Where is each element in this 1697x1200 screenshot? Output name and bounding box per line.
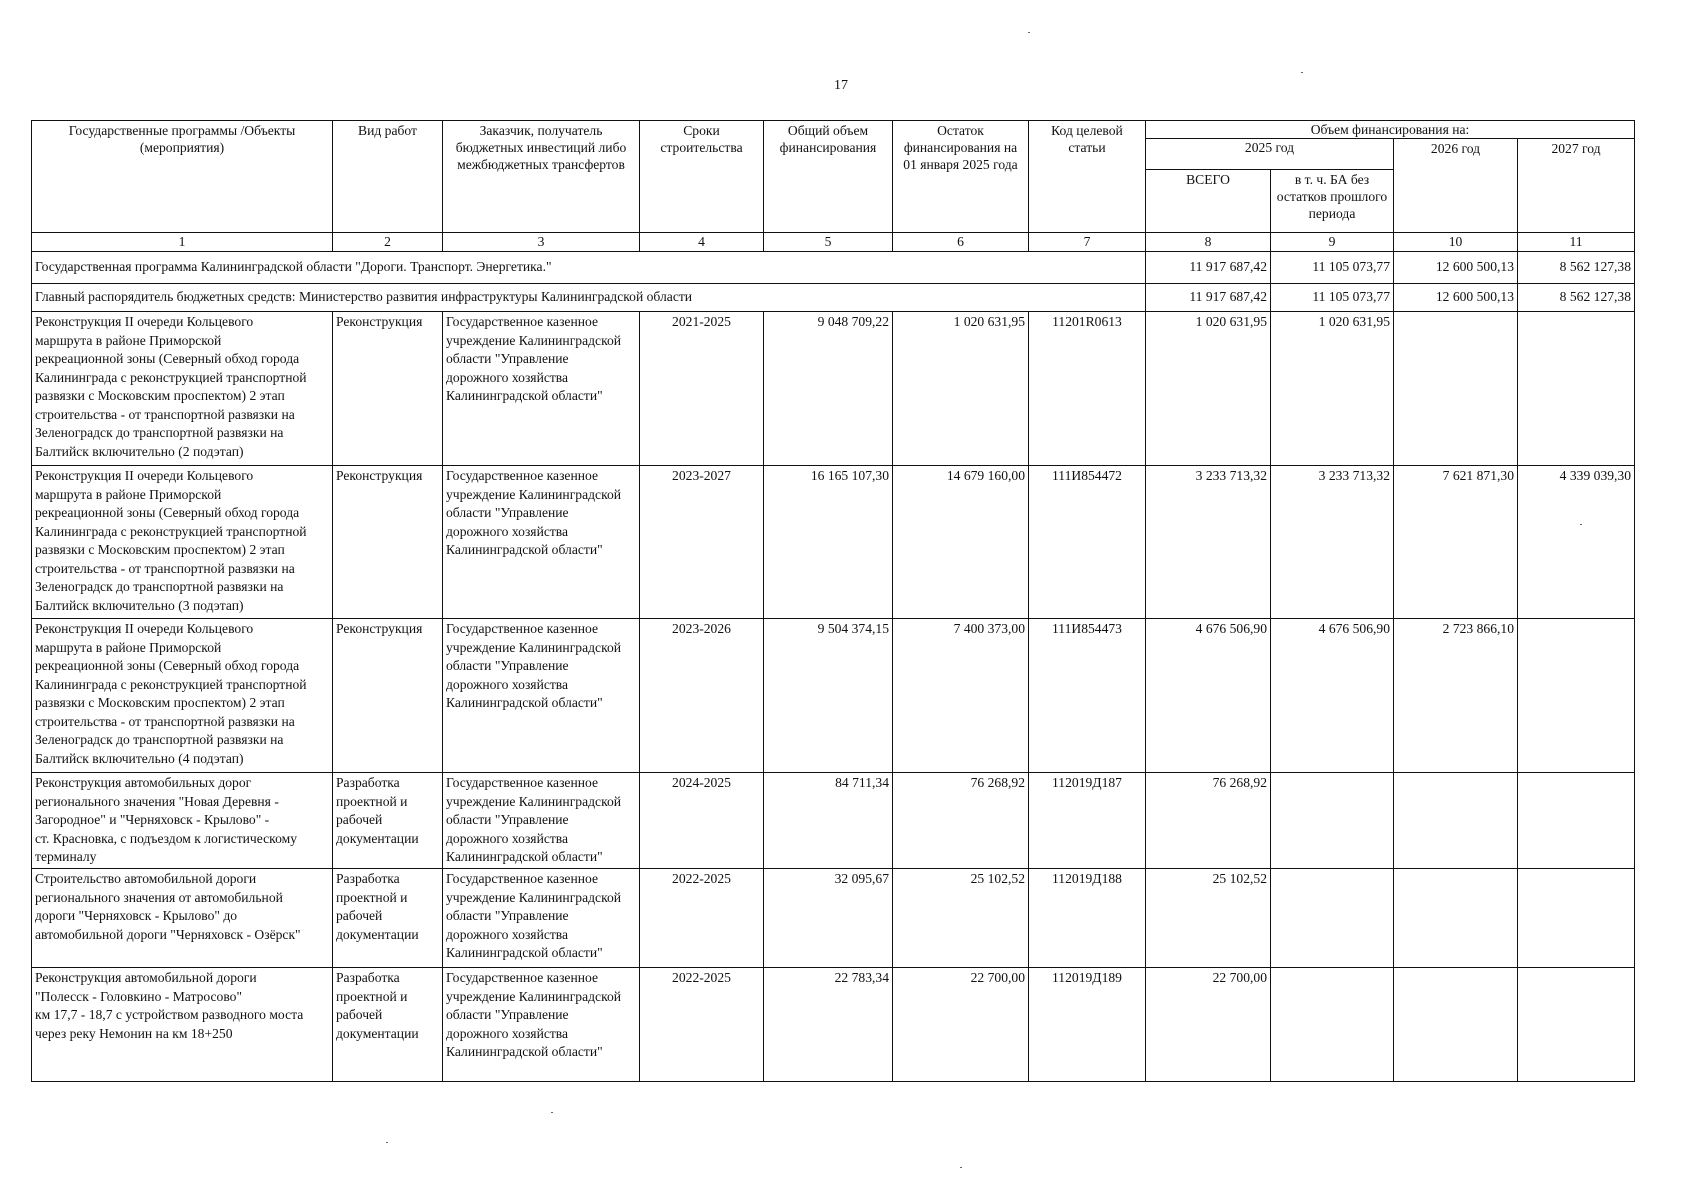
object-work-type: Разработка проектной и рабочей документации: [333, 968, 443, 1082]
column-number: 6: [893, 233, 1029, 252]
object-remainder: 22 700,00: [893, 968, 1029, 1082]
object-name: Реконструкция автомобильной дороги "Полесск - Головкино - Матросово" км 17,7 - 18,7 с устройством разводного моста через реку Немонин на км 18+250: [32, 968, 333, 1082]
object-customer: Государственное казенное учреждение Калининградской области "Управление дорожного хозяйства Калининградской области": [443, 312, 640, 466]
object-remainder: 25 102,52: [893, 869, 1029, 968]
table-row: [32, 968, 1635, 1082]
scan-speck: [960, 1167, 962, 1168]
object-ba-2025: [1271, 773, 1394, 869]
table-row: [32, 619, 1635, 773]
program-ba-2025: 11 105 073,77: [1271, 252, 1394, 284]
object-remainder: 7 400 373,00: [893, 619, 1029, 773]
table-row: [32, 312, 1635, 466]
object-code: 111И854472: [1029, 466, 1146, 619]
object-2026: [1394, 968, 1518, 1082]
object-total-funding: 16 165 107,30: [764, 466, 893, 619]
object-customer: Государственное казенное учреждение Калининградской области "Управление дорожного хозяйства Калининградской области": [443, 869, 640, 968]
object-code: 111И854473: [1029, 619, 1146, 773]
object-customer: Государственное казенное учреждение Калининградской области "Управление дорожного хозяйства Калининградской области": [443, 619, 640, 773]
program-title: Государственная программа Калининградской области "Дороги. Транспорт. Энергетика.": [32, 252, 1146, 284]
table-row: [32, 466, 1635, 619]
header-total-financing: Общий объем финансирования: [764, 121, 893, 233]
object-remainder: 14 679 160,00: [893, 466, 1029, 619]
header-year-2025: 2025 год: [1146, 139, 1394, 170]
object-2027: [1518, 312, 1635, 466]
object-name: Строительство автомобильной дороги регионального значения от автомобильной дороги "Черняховск - Крылово" до автомобильной дороги "Черняховск - Озёрск": [32, 869, 333, 968]
object-code: 112019Д189: [1029, 968, 1146, 1082]
object-period: 2021-2025: [640, 312, 764, 466]
administrator-title: Главный распорядитель бюджетных средств: Министерство развития инфраструктуры Калининградской области: [32, 284, 1146, 312]
object-total-funding: 9 048 709,22: [764, 312, 893, 466]
scan-speck: [551, 1112, 553, 1113]
column-number: 3: [443, 233, 640, 252]
object-total-2025: 3 233 713,32: [1146, 466, 1271, 619]
page-number: 17: [834, 78, 848, 93]
program-row: [32, 252, 1635, 284]
object-work-type: Разработка проектной и рабочей документации: [333, 869, 443, 968]
object-ba-2025: 4 676 506,90: [1271, 619, 1394, 773]
object-2027: [1518, 968, 1635, 1082]
object-2026: [1394, 869, 1518, 968]
object-customer: Государственное казенное учреждение Калининградской области "Управление дорожного хозяйства Калининградской области": [443, 773, 640, 869]
object-period: 2024-2025: [640, 773, 764, 869]
table-row: [32, 869, 1635, 968]
object-name: Реконструкция II очереди Кольцевого маршрута в районе Приморской рекреационной зоны (Северный обход города Калининграда с реконструкцией транспортной развязки с Московским проспектом) 2 этап строительства - от транспортной развязки на Зеленоградск до транспортной развязки на Балтийск включительно (2 подэтап): [32, 312, 333, 466]
object-ba-2025: [1271, 968, 1394, 1082]
object-name: Реконструкция автомобильных дорог регионального значения "Новая Деревня - Загородное" и "Черняховск - Крылово" - ст. Красновка, с подъездом к логистическому терминалу: [32, 773, 333, 869]
object-work-type: Реконструкция: [333, 619, 443, 773]
object-2026: [1394, 773, 1518, 869]
scan-speck: [1580, 524, 1582, 525]
column-number: 5: [764, 233, 893, 252]
object-2026: 2 723 866,10: [1394, 619, 1518, 773]
object-work-type: Реконструкция: [333, 466, 443, 619]
header-remainder: Остаток финансирования на 01 января 2025 года: [893, 121, 1029, 233]
object-period: 2022-2025: [640, 968, 764, 1082]
program-total-2025: 11 917 687,42: [1146, 252, 1271, 284]
header-row-1: [32, 121, 1635, 139]
column-number: 10: [1394, 233, 1518, 252]
object-2027: [1518, 869, 1635, 968]
object-total-2025: 76 268,92: [1146, 773, 1271, 869]
header-customer: Заказчик, получатель бюджетных инвестиций либо межбюджетных трансфертов: [443, 121, 640, 233]
header-programs: Государственные программы /Объекты (мероприятия): [32, 121, 333, 233]
header-year-2026: 2026 год: [1394, 139, 1518, 233]
column-number: 7: [1029, 233, 1146, 252]
column-number: 4: [640, 233, 764, 252]
object-ba-2025: [1271, 869, 1394, 968]
object-total-2025: 22 700,00: [1146, 968, 1271, 1082]
administrator-2027: 8 562 127,38: [1518, 284, 1635, 312]
object-period: 2023-2026: [640, 619, 764, 773]
object-2027: [1518, 619, 1635, 773]
program-2026: 12 600 500,13: [1394, 252, 1518, 284]
administrator-2026: 12 600 500,13: [1394, 284, 1518, 312]
object-work-type: Разработка проектной и рабочей документации: [333, 773, 443, 869]
object-customer: Государственное казенное учреждение Калининградской области "Управление дорожного хозяйства Калининградской области": [443, 968, 640, 1082]
header-construction-period: Сроки строительства: [640, 121, 764, 233]
object-total-2025: 25 102,52: [1146, 869, 1271, 968]
column-number: 2: [333, 233, 443, 252]
header-target-code: Код целевой статьи: [1029, 121, 1146, 233]
object-remainder: 76 268,92: [893, 773, 1029, 869]
object-total-funding: 22 783,34: [764, 968, 893, 1082]
scan-speck: [386, 1142, 388, 1143]
scan-speck: [1301, 72, 1303, 73]
column-numbers-row: [32, 233, 1635, 252]
object-2027: [1518, 773, 1635, 869]
object-name: Реконструкция II очереди Кольцевого маршрута в районе Приморской рекреационной зоны (Северный обход города Калининграда с реконструкцией транспортной развязки с Московским проспектом) 2 этап строительства - от транспортной развязки на Зеленоградск до транспортной развязки на Балтийск включительно (4 подэтап): [32, 619, 333, 773]
object-2026: 7 621 871,30: [1394, 466, 1518, 619]
object-code: 112019Д187: [1029, 773, 1146, 869]
object-total-2025: 1 020 631,95: [1146, 312, 1271, 466]
object-customer: Государственное казенное учреждение Калининградской области "Управление дорожного хозяйства Калининградской области": [443, 466, 640, 619]
object-total-funding: 84 711,34: [764, 773, 893, 869]
object-total-2025: 4 676 506,90: [1146, 619, 1271, 773]
program-2027: 8 562 127,38: [1518, 252, 1635, 284]
header-ba-2025: в т. ч. БА без остатков прошлого периода: [1271, 170, 1394, 233]
administrator-ba-2025: 11 105 073,77: [1271, 284, 1394, 312]
object-code: 112019Д188: [1029, 869, 1146, 968]
object-period: 2023-2027: [640, 466, 764, 619]
column-number: 9: [1271, 233, 1394, 252]
header-total-2025: ВСЕГО: [1146, 170, 1271, 233]
header-year-2027: 2027 год: [1518, 139, 1635, 233]
object-total-funding: 9 504 374,15: [764, 619, 893, 773]
object-2026: [1394, 312, 1518, 466]
scan-speck: [1028, 32, 1030, 33]
administrator-total-2025: 11 917 687,42: [1146, 284, 1271, 312]
object-total-funding: 32 095,67: [764, 869, 893, 968]
header-financing-volume: Объем финансирования на:: [1146, 121, 1635, 139]
column-number: 11: [1518, 233, 1635, 252]
table-row: [32, 773, 1635, 869]
column-number: 8: [1146, 233, 1271, 252]
object-ba-2025: 3 233 713,32: [1271, 466, 1394, 619]
object-remainder: 1 020 631,95: [893, 312, 1029, 466]
column-number: 1: [32, 233, 333, 252]
object-period: 2022-2025: [640, 869, 764, 968]
object-2027: 4 339 039,30: [1518, 466, 1635, 619]
financing-table: [31, 120, 1635, 1082]
object-work-type: Реконструкция: [333, 312, 443, 466]
administrator-row: [32, 284, 1635, 312]
object-ba-2025: 1 020 631,95: [1271, 312, 1394, 466]
header-work-type: Вид работ: [333, 121, 443, 233]
object-name: Реконструкция II очереди Кольцевого маршрута в районе Приморской рекреационной зоны (Северный обход города Калининграда с реконструкцией транспортной развязки с Московским проспектом) 2 этап строительства - от транспортной развязки на Зеленоградск до транспортной развязки на Балтийск включительно (3 подэтап): [32, 466, 333, 619]
object-code: 11201R0613: [1029, 312, 1146, 466]
